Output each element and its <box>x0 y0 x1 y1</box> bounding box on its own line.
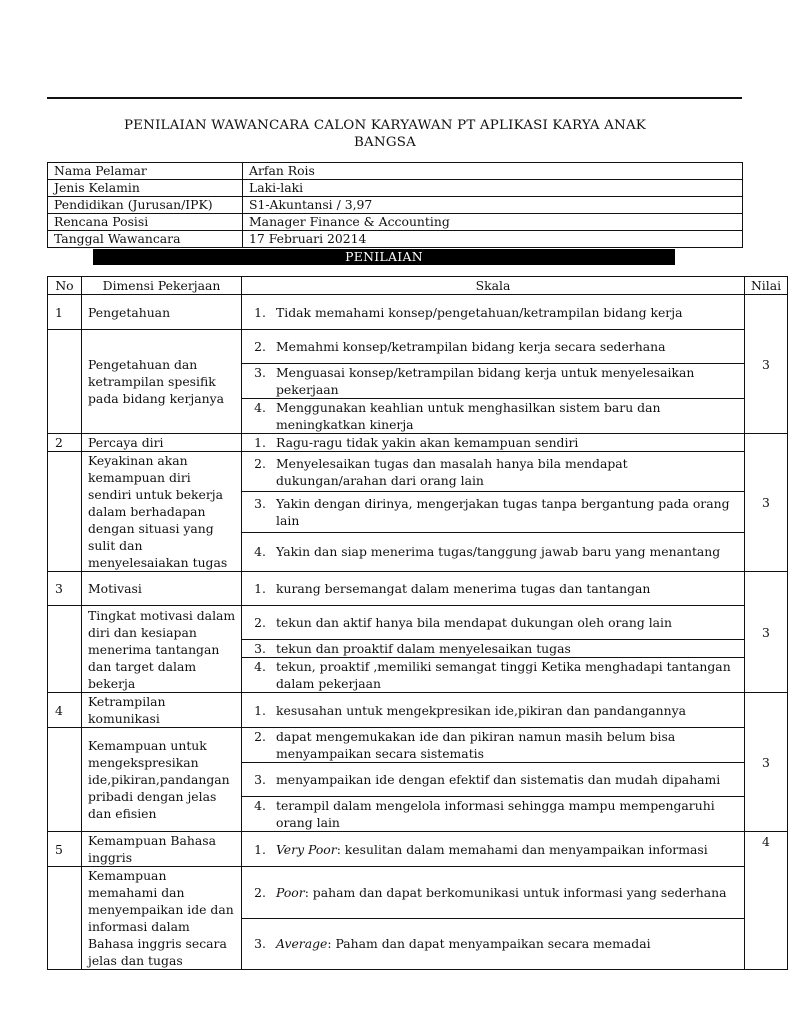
criterion-name: Pengetahuan <box>82 295 242 330</box>
scale-text: tekun dan proaktif dalam menyelesaikan tugas <box>276 641 571 656</box>
criterion-name: Ketrampilan komunikasi <box>82 693 242 728</box>
criterion-number: 1 <box>48 295 82 330</box>
info-label: Pendidikan (Jurusan/IPK) <box>48 197 243 214</box>
criterion-row <box>48 434 788 452</box>
scale-number: 4. <box>254 400 266 415</box>
scale-cell <box>242 452 745 492</box>
criterion-number-empty <box>48 330 82 434</box>
scale-text <box>276 935 740 952</box>
nilai-value: 4 <box>745 832 788 970</box>
info-label: Tanggal Wawancara <box>48 231 243 248</box>
scale-number: 1. <box>254 581 266 596</box>
criterion-row <box>48 330 788 364</box>
scale-number: 2. <box>254 615 266 630</box>
scale-number: 2. <box>254 339 266 354</box>
criterion-name: Percaya diri <box>82 434 242 452</box>
criterion-description: Kemampuan untuk mengekspresikan ide,pikiran,pandangan pribadi dengan jelas dan efisien <box>82 728 242 832</box>
scale-level-text: : paham dan dapat berkomunikasi untuk informasi yang sederhana <box>304 884 727 900</box>
scale-number: 3. <box>254 496 266 512</box>
info-row <box>48 197 743 214</box>
criterion-number-empty <box>48 867 82 970</box>
scale-cell <box>242 434 745 452</box>
scale-number: 3. <box>254 365 266 380</box>
scale-number: 3. <box>254 772 266 787</box>
title-line-2: BANGSA <box>354 135 416 150</box>
criterion-number: 2 <box>48 434 82 452</box>
criterion-row <box>48 295 788 330</box>
scale-text: tekun dan aktif hanya bila mendapat dukungan oleh orang lain <box>276 615 672 630</box>
criterion-row <box>48 867 788 919</box>
scale-text <box>276 841 740 858</box>
scale-cell <box>242 492 745 532</box>
scale-text: Memahmi konsep/ketrampilan bidang kerja secara sederhana <box>276 339 666 354</box>
info-value: 17 Februari 20214 <box>243 231 743 248</box>
criterion-description: Kemampuan memahami dan menyempaikan ide dan informasi dalam Bahasa inggris secara jelas dan tugas <box>82 867 242 970</box>
nilai-value: 3 <box>745 572 788 693</box>
criterion-number: 4 <box>48 693 82 728</box>
scale-number: 3. <box>254 936 266 952</box>
scale-number: 4. <box>254 544 266 560</box>
header-skala: Skala <box>242 277 745 295</box>
scale-number: 2. <box>254 884 266 900</box>
criterion-name: Motivasi <box>82 572 242 606</box>
header-dimensi: Dimensi Pekerjaan <box>82 277 242 295</box>
scale-text: Ragu-ragu tidak yakin akan kemampuan sendiri <box>276 435 579 450</box>
scale-number: 1. <box>254 702 266 718</box>
scale-text: dapat mengemukakan ide dan pikiran namun masih belum bisa menyampaikan secara sistematis <box>276 729 676 761</box>
scale-cell <box>242 532 745 571</box>
scale-level-label: Average <box>276 936 328 952</box>
scale-text: kesusahan untuk mengekpresikan ide,pikiran dan pandangannya <box>276 702 686 718</box>
info-value: Laki-laki <box>243 180 743 197</box>
scale-text: Yakin dengan dirinya, mengerjakan tugas tanpa bergantung pada orang lain <box>276 496 730 529</box>
header-nilai: Nilai <box>745 277 788 295</box>
applicant-info-table <box>47 162 743 248</box>
criterion-number-empty <box>48 606 82 693</box>
scale-text: Menggunakan keahlian untuk menghasilkan sistem baru dan meningkatkan kinerja <box>276 400 661 432</box>
scale-number: 2. <box>254 729 266 744</box>
info-label: Jenis Kelamin <box>48 180 243 197</box>
criterion-number-empty <box>48 452 82 572</box>
scale-text: Menguasai konsep/ketrampilan bidang kerja untuk menyelesaikan pekerjaan <box>276 365 695 397</box>
table-header-row <box>48 277 788 295</box>
scale-cell <box>242 572 745 606</box>
scale-text: Tidak memahami konsep/pengetahuan/ketrampilan bidang kerja <box>276 304 683 320</box>
scale-number: 4. <box>254 659 266 674</box>
info-row <box>48 231 743 248</box>
scale-level-label: Very Poor <box>276 841 337 857</box>
scale-cell <box>242 364 745 399</box>
scale-cell <box>242 693 745 728</box>
info-value: S1-Akuntansi / 3,97 <box>243 197 743 214</box>
scale-cell <box>242 295 745 330</box>
top-rule <box>47 97 742 99</box>
scale-text: Yakin dan siap menerima tugas/tanggung jawab baru yang menantang <box>276 544 721 560</box>
scale-level-text: : kesulitan dalam memahami dan menyampaikan informasi <box>336 841 708 857</box>
criterion-row <box>48 572 788 606</box>
scale-cell <box>242 918 745 970</box>
scale-number: 1. <box>254 435 266 450</box>
scale-text: menyampaikan ide dengan efektif dan sistematis dan mudah dipahami <box>276 772 721 787</box>
scale-cell <box>242 728 745 763</box>
criterion-number: 5 <box>48 832 82 867</box>
criterion-name: Kemampuan Bahasa inggris <box>82 832 242 867</box>
criterion-row <box>48 606 788 640</box>
criterion-description: Pengetahuan dan ketrampilan spesifik pada bidang kerjanya <box>82 330 242 434</box>
scale-cell <box>242 330 745 364</box>
header-no: No <box>48 277 82 295</box>
nilai-value: 3 <box>745 295 788 434</box>
criterion-number-empty <box>48 728 82 832</box>
info-row <box>48 214 743 231</box>
scale-number: 3. <box>254 641 266 656</box>
criterion-number: 3 <box>48 572 82 606</box>
scale-text: tekun, proaktif ,memiliki semangat tinggi Ketika menghadapi tantangan dalam pekerjaan <box>276 659 731 691</box>
nilai-value: 3 <box>745 434 788 572</box>
scale-number: 2. <box>254 455 266 471</box>
criterion-row <box>48 693 788 728</box>
scale-cell <box>242 763 745 797</box>
scale-cell <box>242 867 745 919</box>
title-line-1: PENILAIAN WAWANCARA CALON KARYAWAN PT APLIKASI KARYA ANAK <box>123 118 647 133</box>
scale-text <box>276 884 740 901</box>
criterion-row <box>48 728 788 763</box>
criterion-description: Tingkat motivasi dalam diri dan kesiapan menerima tantangan dan target dalam bekerja <box>82 606 242 693</box>
scale-number: 4. <box>254 798 266 813</box>
scale-cell <box>242 832 745 867</box>
scale-text: Menyelesaikan tugas dan masalah hanya bila mendapat dukungan/arahan dari orang lain <box>276 455 628 488</box>
scale-cell <box>242 606 745 640</box>
document-title <box>60 117 710 151</box>
scale-cell <box>242 399 745 434</box>
scale-number: 1. <box>254 304 266 320</box>
criterion-row <box>48 832 788 867</box>
scoring-table <box>47 276 788 970</box>
info-label: Nama Pelamar <box>48 163 243 180</box>
info-value: Manager Finance & Accounting <box>243 214 743 231</box>
criterion-description: Keyakinan akan kemampuan diri sendiri untuk bekerja dalam berhadapan dengan situasi yang sulit dan menyelesaiakan tugas <box>82 452 242 572</box>
scale-text: terampil dalam mengelola informasi sehingga mampu mempengaruhi orang lain <box>276 798 715 830</box>
info-row <box>48 163 743 180</box>
info-label: Rencana Posisi <box>48 214 243 231</box>
scale-number: 1. <box>254 841 266 857</box>
nilai-value: 3 <box>745 693 788 832</box>
info-value: Arfan Rois <box>243 163 743 180</box>
penilaian-heading-bar: PENILAIAN <box>93 249 675 265</box>
info-row <box>48 180 743 197</box>
scale-cell <box>242 640 745 658</box>
scale-text: kurang bersemangat dalam menerima tugas dan tantangan <box>276 581 651 596</box>
scale-level-text: : Paham dan dapat menyampaikan secara memadai <box>327 936 651 952</box>
scale-cell <box>242 658 745 693</box>
scale-cell <box>242 797 745 832</box>
criterion-row <box>48 452 788 492</box>
scale-level-label: Poor <box>276 884 305 900</box>
